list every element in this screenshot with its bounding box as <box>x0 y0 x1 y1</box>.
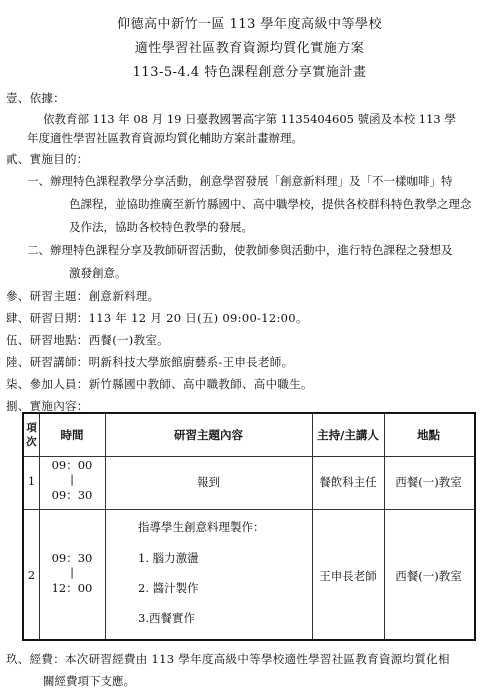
doc-title-line1: 仰德高中新竹一區 113 學年度高級中等學校 <box>116 17 383 32</box>
table-col-divider-1 <box>39 414 40 639</box>
row1-time-start: 09：00 <box>51 458 93 472</box>
section-2-title: 貳、實施目的： <box>6 152 89 166</box>
row2-place: 西餐(一)教室 <box>395 569 462 583</box>
section-9-budget-l2: 關經費項下支應。 <box>43 674 135 688</box>
table-col-divider-3 <box>312 414 313 639</box>
row1-host: 餐飲科主任 <box>319 475 377 489</box>
row2-time-end: 12：00 <box>51 581 93 595</box>
header-no-b: 次 <box>26 436 37 448</box>
row2-content-item-1: 1. 腦力激盪 <box>138 551 199 565</box>
row1-time-end: 09：30 <box>51 488 93 502</box>
header-no-a: 項 <box>26 422 37 434</box>
section-2-item2-l2: 激發創意。 <box>69 266 127 280</box>
table-row-divider <box>24 509 474 510</box>
row1-time-sep: | <box>70 472 74 486</box>
header-place: 地點 <box>417 428 440 442</box>
row2-host: 王申長老師 <box>319 569 377 583</box>
schedule-table <box>22 412 476 641</box>
section-9-budget-l1: 玖、經費：本次研習經費由 113 學年度高級中等學校適性學習社區教育資源均質化相 <box>6 652 450 666</box>
section-2-item1-l2: 色課程，並協助推廣至新竹縣國中、高中職學校，提供各校群科特色教學之理念 <box>69 197 472 211</box>
section-2-item1-l3: 及作法，協助各校特色教學的發展。 <box>69 220 253 234</box>
section-4-date: 肆、研習日期：113 年 12 月 20 日(五) 09:00-12:00。 <box>6 311 308 325</box>
header-host: 主持/主講人 <box>317 428 379 442</box>
section-7-participants: 柒、參加人員：新竹縣國中教師、高中職教師、高中職生。 <box>6 377 313 391</box>
section-1-para-l1: 依教育部 113 年 08 月 19 日臺教國署高字第 1135404605 號函及本校 113 學 <box>43 112 456 126</box>
header-time: 時間 <box>60 428 84 442</box>
row2-content-item-2: 2. 醬汁製作 <box>138 581 199 595</box>
row1-place: 西餐(一)教室 <box>395 475 462 489</box>
section-5-location: 伍、研習地點：西餐(一)教室。 <box>6 333 169 347</box>
section-8-content-title: 捌、實施內容： <box>6 399 89 413</box>
row1-content: 報到 <box>197 475 220 489</box>
row2-time-sep: | <box>70 565 74 579</box>
section-1-title: 壹、依據： <box>6 91 65 105</box>
row2-time-start: 09：30 <box>51 551 93 565</box>
row2-content-item-3: 3.西餐實作 <box>138 611 195 625</box>
section-1-para-l2: 年度適性學習社區教育資源均質化輔助方案計畫辦理。 <box>27 131 303 145</box>
table-col-divider-4 <box>384 414 385 639</box>
row2-content-title: 指導學生創意料理製作： <box>138 520 265 534</box>
doc-title-line3: 113-5-4.4 特色課程創意分享實施計畫 <box>132 65 367 80</box>
row2-no: 2 <box>27 568 36 582</box>
row1-no: 1 <box>27 474 36 488</box>
doc-title-line2: 適性學習社區教育資源均質化實施方案 <box>134 41 365 56</box>
section-6-lecturer: 陸、研習講師：明新科技大學旅館廚藝系-王申長老師。 <box>6 355 294 369</box>
table-col-divider-2 <box>105 414 106 639</box>
section-3-topic: 參、研習主題：創意新料理。 <box>6 289 160 303</box>
section-2-item2-l1: 二、辦理特色課程分享及教師研習活動，使教師參與活動中，進行特色課程之發想及 <box>27 243 453 257</box>
header-content: 研習主題內容 <box>174 428 243 442</box>
section-2-item1-l1: 一、辦理特色課程教學分享活動，創意學習發展「創意新料理」及「不一樣咖啡」特 <box>27 174 453 188</box>
